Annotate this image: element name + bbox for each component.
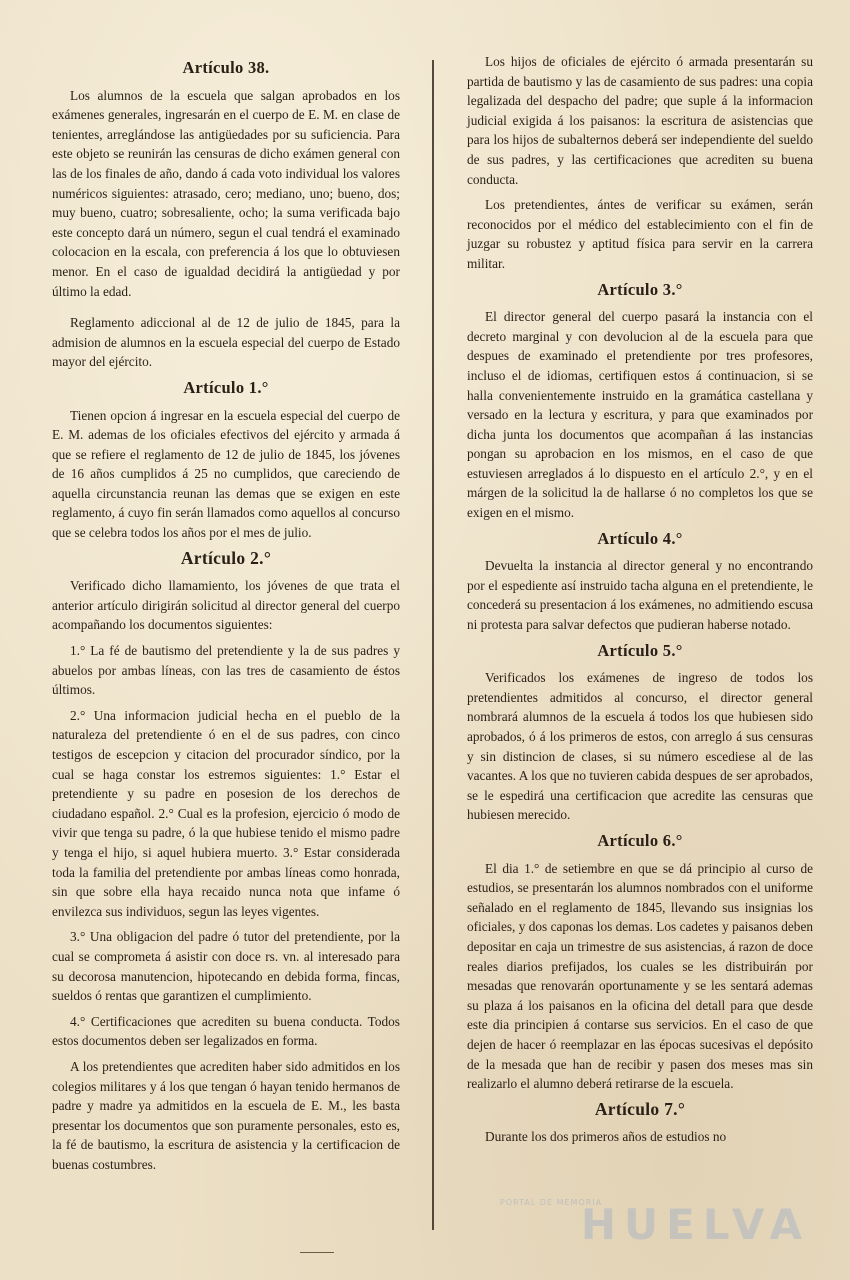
article-2-officers-children: Los hijos de oficiales de ejército ó armada presentarán su partida de bautismo y las de casamiento de sus padres: una copia legalizada del despacho del padre; que suple á la informacion judicial exigida á los paisanos: la escritura de asistencias que para los hijos de subalternos deberá ser independiente del sueldo de sus padres, y las certificaciones que acrediten su buena conducta. — [467, 54, 813, 187]
article-2-item-1: 1.° La fé de bautismo del pretendiente y la de sus padres y abuelos por ambas líneas, con las tres de casamiento de éstos últimos. — [52, 643, 400, 698]
article-2-item-4: 4.° Certificaciones que acrediten su buena conducta. Todos estos documentos deben ser legalizados en forma. — [52, 1013, 400, 1049]
left-column — [52, 52, 400, 1180]
article-38-heading: Artículo 38. — [182, 58, 270, 77]
article-2-note: A los pretendientes que acrediten haber sido admitidos en los colegios militares y á los que tengan ó hayan tenido hermanos de padre y madre ya admitidos en la escuela de E. M., les basta presentar los documentos que son puramente personales, esto es, la fé de bautismo, la escritura de asistencia y la certificacion de buenas costumbres. — [52, 1058, 400, 1172]
bottom-rule — [300, 1252, 334, 1253]
article-1-heading: Artículo 1.° — [183, 377, 269, 397]
article-4-text: Devuelta la instancia al director general y no encontrando por el espediente así instruido tacha alguna en el pretendiente, le concederá su presentacion á los exámenes, no admitiendo escusa ni protesta para salvar defectos que pudieran haberse notado. — [467, 558, 813, 633]
article-5-text: Verificados los exámenes de ingreso de todos los pretendientes admitidos al concurso, el director general nombrará alumnos de la escuela á todos los que hubiesen sido aprobados, ó á los primeros de estos, con arreglo á sus censuras y sin distincion de clases, si su número escediese al de las vacantes. A los que no tuvieren cabida despues de ser aprobados, se le espedirá una certificacion que acredite las censuras que hubiesen merecido. — [467, 670, 813, 823]
right-column — [467, 52, 813, 1153]
article-3-heading: Artículo 3.° — [597, 279, 683, 299]
article-6-text: El dia 1.° de setiembre en que se dá principio al curso de estudios, se presentarán los alumnos nombrados con el uniforme señalado en el reglamento de 1845, llevando sus insignias los oficiales, y dos caponas los demas. Los cadetes y paisanos deben depositar en caja un trimestre de sus asistencias, á razon de doce reales diarios prefijados, los cuales se les distribuirán por mesadas que renovarán oportunamente y se les sentará ademas su plaza á los paisanos en la oficina del detall para que desde este dia principien á contarse sus servicios. En el caso de que dejen de hacer ó reemplazar en las épocas sucesivas el depósito de la mesada que han de recibir y pasen dos meses mas sin realizarlo el alumno deberá retirarse de la escuela. — [467, 860, 813, 1092]
article-6-heading: Artículo 6.° — [597, 830, 683, 850]
article-3-text: El director general del cuerpo pasará la instancia con el decreto marginal y con devolucion al de la escuela para que despues de examinado el pretendiente por tres profesores, incluso el de idiomas, certifiquen estos á continuacion, si se halla convenientemente instruido en la gramática castellana y versado en la lectura y escritura, y para que examinados por dicha junta los documentos que acompañan á las instancias pongan su aprobacion en los mismos, en el caso de que estuviesen arreglados á lo dispuesto en el artículo 2.°, y en el márgen de la solicitud la de hallarse ó no completos los que se exigen en el mismo. — [467, 309, 813, 521]
article-38-text: Los alumnos de la escuela que salgan aprobados en los exámenes generales, ingresarán en el cuerpo de E. M. en clase de tenientes, arreglándose las antigüedades por su suficiencia. Para este objeto se reunirán las censuras de dicho exámen general con las de los finales de año, dando á cada voto individual los valores numéricos siguientes: atrasado, cero; mediano, uno; bueno, dos; muy bueno, cuatro; sobresaliente, ocho; la suma verificada bajo este concepto dará un número, segun el cual tendrá el examinado colocacion en la escala, con preferencia á los que lo obtuviesen menor. En el caso de igualdad decidirá la antigüedad y por último la edad. — [52, 87, 400, 299]
article-1-text: Tienen opcion á ingresar en la escuela especial del cuerpo de E. M. ademas de los oficiales efectivos del ejército y armada á que se refiere el reglamento de 12 de julio de 1845, los jóvenes de 16 años cumplidos á 25 no cumplidos, que careciendo de aquella circunstancia reunan las demas que se exigen en este reglamento, á cuyo fin serán llamados como aquellos al concurso que se celebra todos los años por el mes de julio. — [52, 407, 400, 541]
article-7-text: Durante los dos primeros años de estudios no — [485, 1129, 727, 1145]
article-2-item-2: 2.° Una informacion judicial hecha en el pueblo de la naturaleza del pretendiente ó en el de sus padres, con cinco testigos de escepcion y citacion del procurador síndico, por la cual se haga constar los estremos siguientes: 1.° Estar el pretendiente y su padre en posesion de los derechos de ciudadano español. 2.° Cual es la profesion, ejercicio ó modo de vivir que tenga su padre, ó la que hubiese tenido el mismo padre y tenga el hijo, si aquel hubiera muerto. 3.° Estar considerada toda la familia del pretendiente por ambas líneas como honrada, sin que sobre ella haya recaido nunca nota que infame ó envilezca sus individuos, segun las leyes vigentes. — [52, 707, 400, 919]
article-7-heading: Artículo 7.° — [594, 1098, 686, 1119]
regulation-intro: Reglamento adiccional al de 12 de julio de 1845, para la admision de alumnos en la escuela especial del cuerpo de Estado mayor del ejército. — [52, 315, 400, 370]
article-2-medical: Los pretendientes, ántes de verificar su exámen, serán reconocidos por el médico del establecimiento con el fin de juzgar su robustez y aptitud física para servir en la carrera militar. — [467, 197, 813, 271]
article-4-heading: Artículo 4.° — [597, 528, 683, 548]
column-divider — [432, 60, 434, 1230]
article-2-heading: Artículo 2.° — [180, 547, 272, 568]
article-2-item-3: 3.° Una obligacion del padre ó tutor del pretendiente, por la cual se comprometa á asistir con doce rs. vn. al interesado para su decorosa manutencion, hipotecando en debida forma, fincas, sueldos ó rentas que garantizen el cumplimiento. — [52, 929, 400, 1004]
watermark-subtitle: PORTAL DE MEMORIA — [500, 1198, 603, 1207]
watermark-logo: HUELVA — [580, 1200, 810, 1249]
article-5-heading: Artículo 5.° — [597, 640, 683, 660]
article-2-intro: Verificado dicho llamamiento, los jóvenes de que trata el anterior artículo dirigirán solicitud al director general del cuerpo acompañando los documentos siguientes: — [52, 578, 400, 633]
